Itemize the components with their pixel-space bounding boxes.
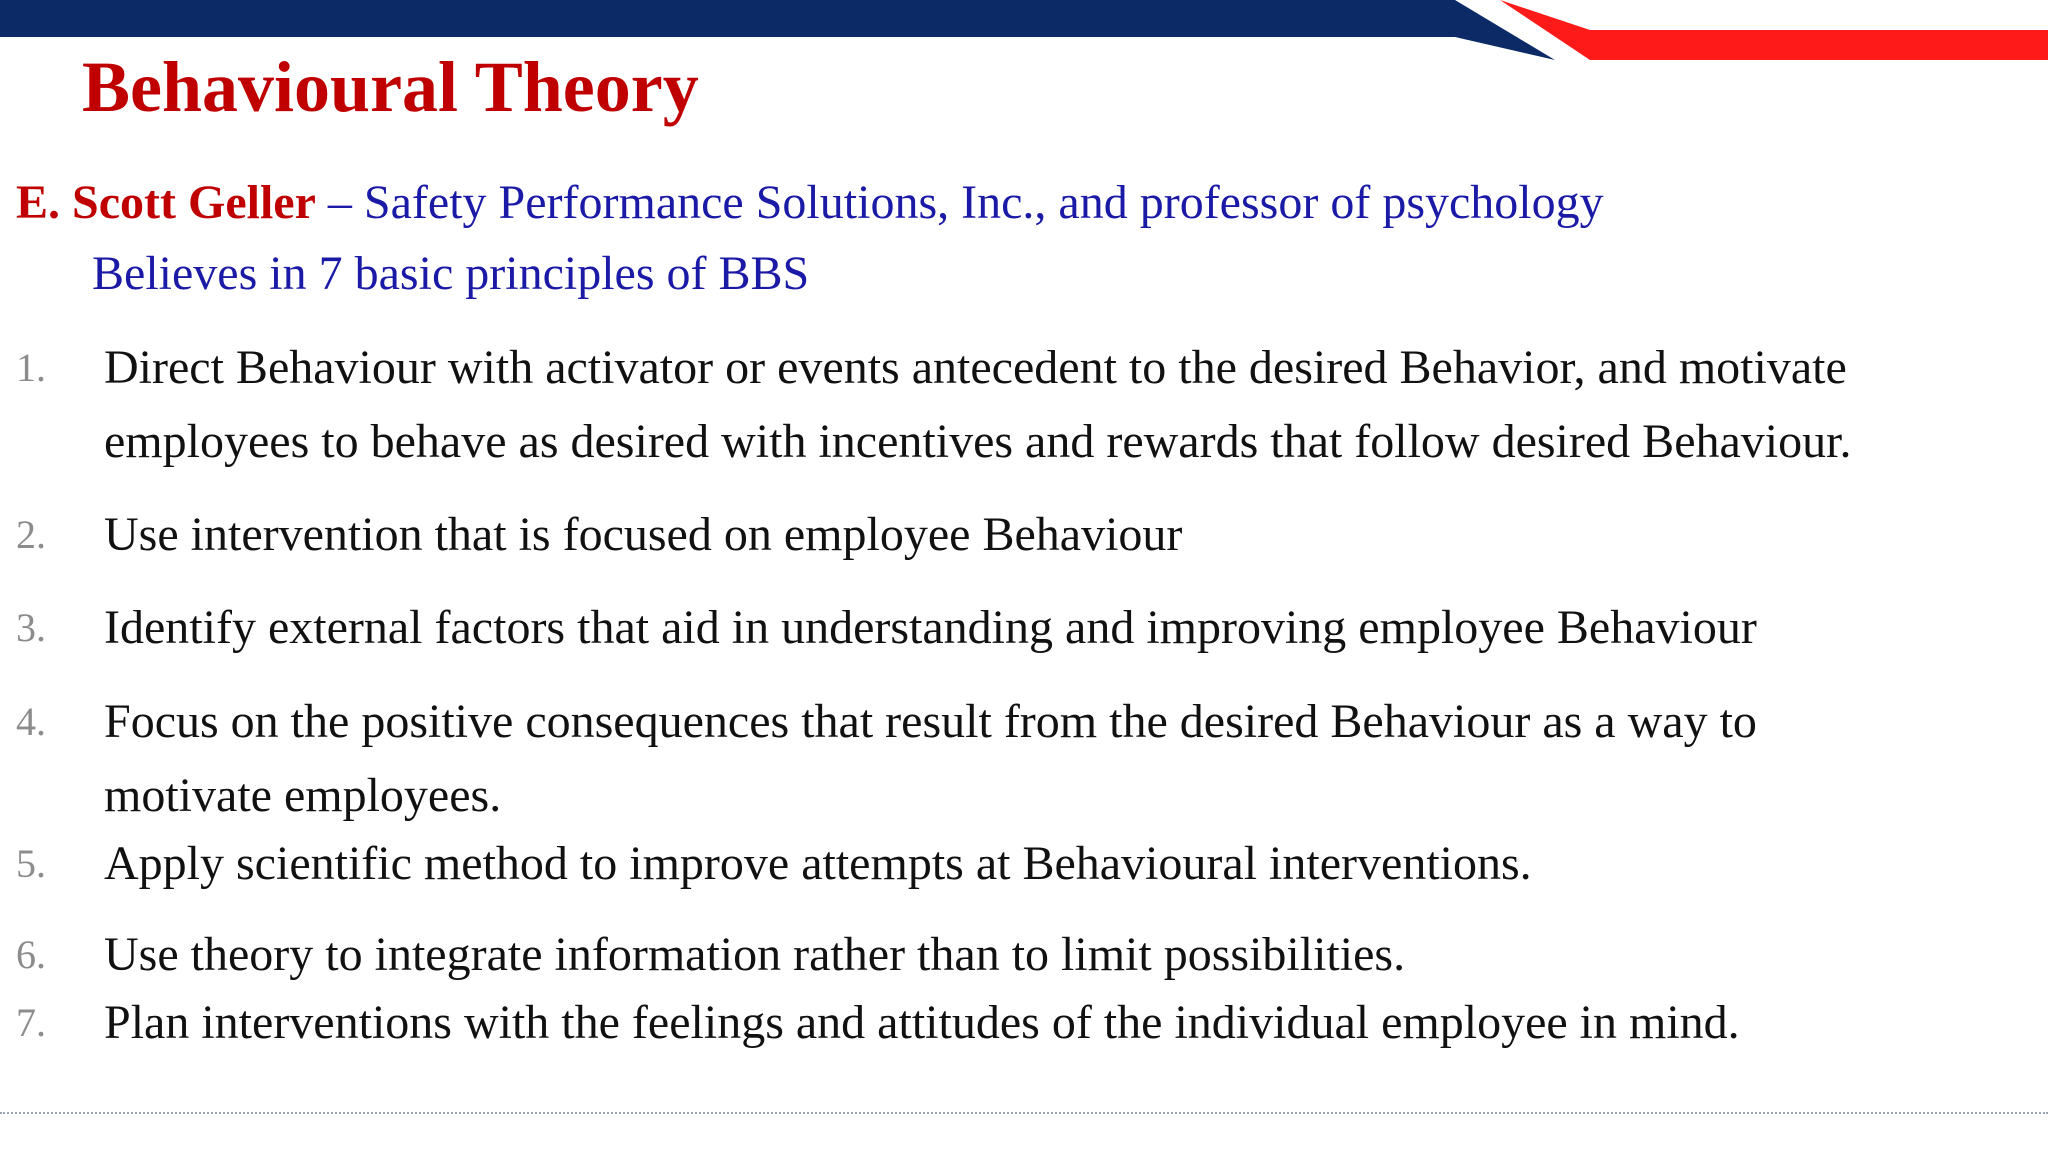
principle-line: Use theory to integrate information rather than to limit possibilities. [104, 928, 1406, 981]
principle-line: Focus on the positive consequences that result from the desired Behaviour as a way to [104, 695, 1757, 748]
principle-number: 4. [16, 699, 46, 744]
principle-number: 1. [16, 345, 46, 390]
principle-line: motivate employees. [104, 769, 502, 822]
principle-number: 6. [16, 932, 46, 977]
header-band-red [1500, 0, 2048, 60]
author-affiliation: Safety Performance Solutions, Inc., and professor of psychology [363, 176, 1604, 229]
principle-number: 7. [16, 1000, 46, 1045]
principles-intro: Believes in 7 basic principles of BBS [92, 247, 810, 300]
principle-line: Apply scientific method to improve attempts at Behavioural interventions. [104, 837, 1532, 890]
principle-number: 3. [16, 605, 46, 650]
author-name: E. Scott Geller [16, 176, 316, 229]
principle-line: employees to behave as desired with incentives and rewards that follow desired Behaviour. [104, 415, 1852, 468]
principle-number: 5. [16, 841, 46, 886]
principle-line: Use intervention that is focused on employee Behaviour [104, 508, 1183, 561]
author-line [16, 171, 1604, 235]
principle-number: 2. [16, 512, 46, 557]
author-dash: – [315, 176, 364, 229]
footer-divider [0, 1112, 2048, 1114]
principle-line: Plan interventions with the feelings and attitudes of the individual employee in mind. [104, 996, 1740, 1049]
slide-title: Behavioural Theory [82, 47, 699, 127]
principle-line: Direct Behaviour with activator or events antecedent to the desired Behavior, and motivate [104, 341, 1847, 394]
principle-line: Identify external factors that aid in understanding and improving employee Behaviour [104, 601, 1757, 654]
